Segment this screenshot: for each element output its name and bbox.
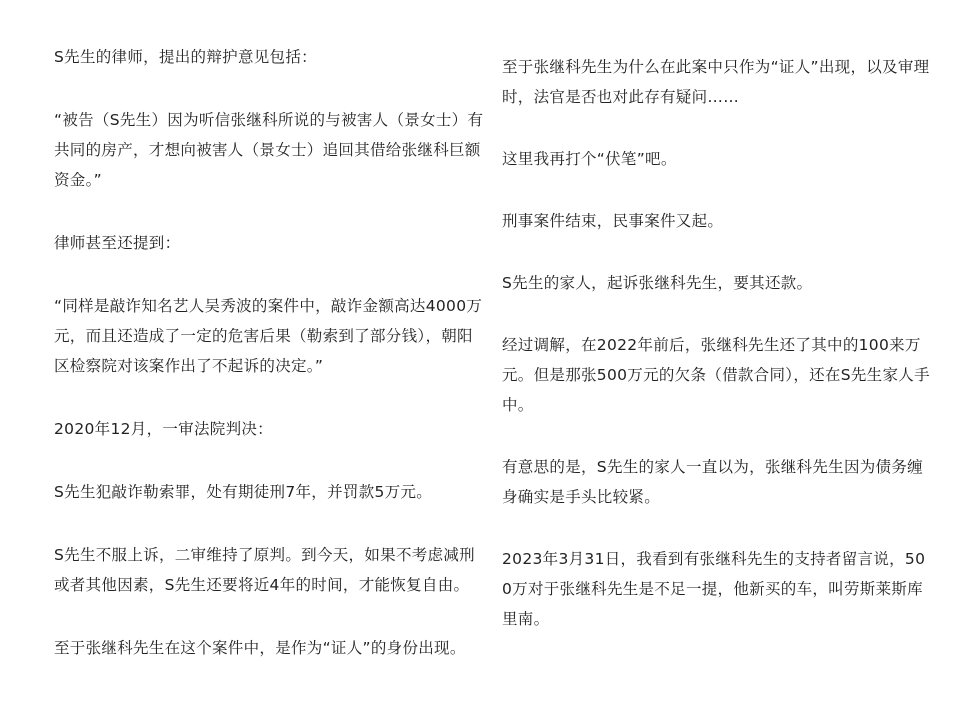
paragraph: S先生犯敲诈勒索罪，处有期徒刑7年，并罚款5万元。 <box>54 483 433 501</box>
paragraph: S先生不服上诉，二审维持了原判。到今天，如果不考虑减刑或者其他因素，S先生还要将近4年的时间，才能恢复自由。 <box>54 546 475 594</box>
paragraph: 律师甚至还提到： <box>54 234 181 252</box>
paragraph: S先生的律师，提出的辩护意见包括： <box>54 48 317 66</box>
paragraph: 2020年12月，一审法院判决： <box>54 420 273 438</box>
paragraph: “同样是敲诈知名艺人吴秀波的案件中，敲诈金额高达4000万元，而且还造成了一定的危害后果（勒索到了部分钱），朝阳区检察院对该案作出了不起诉的决定。” <box>54 297 483 375</box>
paragraph: 至于张继科先生为什么在此案中只作为“证人”出现，以及审理时，法官是否也对此存有疑问…… <box>502 58 930 106</box>
paragraph: 刑事案件结束，民事案件又起。 <box>502 212 724 230</box>
right-column <box>502 52 932 666</box>
paragraph: 这里我再打个“伏笔”吧。 <box>502 150 677 168</box>
paragraph: 有意思的是，S先生的家人一直以为，张继科先生因为债务缠身确实是手头比较紧。 <box>502 458 923 506</box>
left-column <box>54 42 486 696</box>
paragraph: S先生的家人，起诉张继科先生，要其还款。 <box>502 274 813 292</box>
paragraph: 至于张继科先生在这个案件中，是作为“证人”的身份出现。 <box>54 639 466 657</box>
paragraph: 经过调解，在2022年前后，张继科先生还了其中的100来万元。但是那张500万元的欠条（借款合同），还在S先生家人手中。 <box>502 336 930 414</box>
paragraph: 2023年3月31日，我看到有张继科先生的支持者留言说，500万对于张继科先生是不足一提，他新买的车，叫劳斯莱斯库里南。 <box>502 550 926 628</box>
paragraph: “被告（S先生）因为听信张继科所说的与被害人（景女士）有共同的房产，才想向被害人（景女士）追回其借给张继科巨额资金。” <box>54 111 484 189</box>
